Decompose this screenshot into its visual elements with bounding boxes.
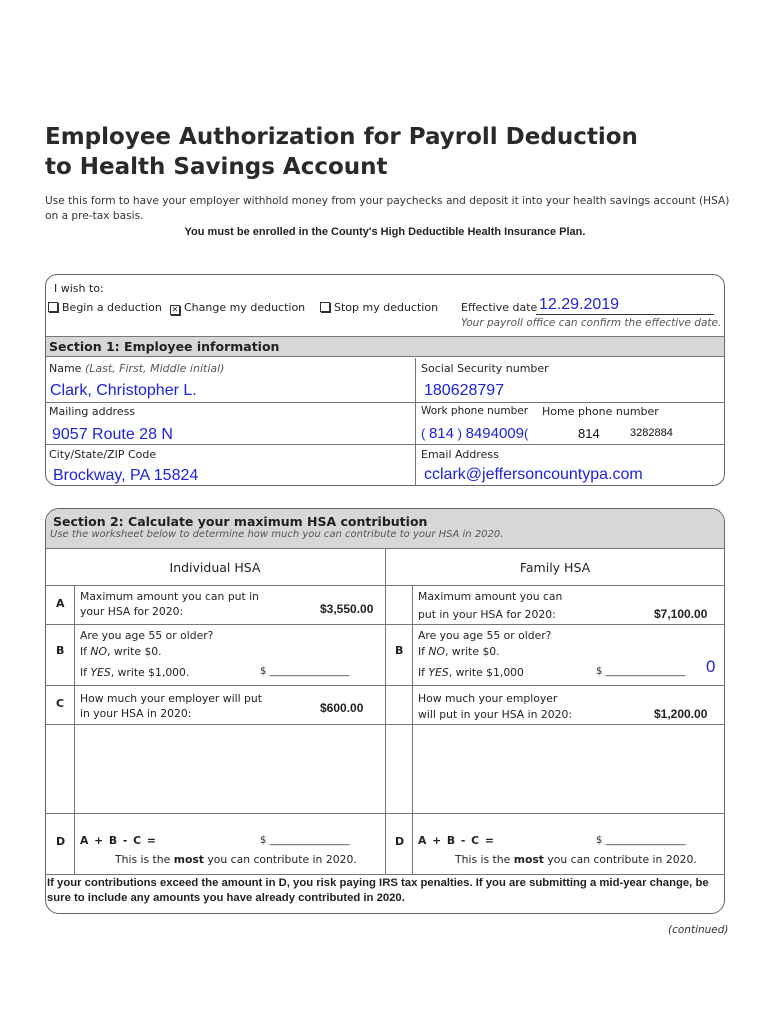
- b-ind-post: , write $0.: [107, 645, 162, 658]
- row-a-letter: A: [56, 597, 65, 610]
- option-stop-deduction[interactable]: [320, 301, 438, 314]
- effective-date-line: [536, 314, 714, 315]
- effective-date-label: Effective date: [461, 301, 538, 314]
- work-phone-label: Work phone number: [421, 405, 529, 417]
- home-phone-label: Home phone number: [542, 405, 659, 418]
- change-label: Change my deduction: [184, 301, 306, 314]
- begin-checkbox[interactable]: [48, 302, 58, 312]
- row-line-1: [46, 402, 724, 403]
- change-checkbox[interactable]: ✕: [171, 305, 179, 314]
- home-open-paren: (: [524, 426, 529, 441]
- row-b-letter: B: [56, 644, 65, 657]
- table-line-c: [46, 724, 724, 725]
- row-d-family-formula: A + B - C =: [418, 834, 495, 847]
- email-field[interactable]: cclark@jeffersoncountypa.com: [424, 466, 643, 483]
- row-c-individual-amount[interactable]: $600.00: [320, 701, 364, 715]
- b-fam3-pre: If: [418, 666, 429, 679]
- work-open-paren: (: [421, 426, 426, 441]
- begin-label: Begin a deduction: [62, 301, 162, 314]
- row-b-family-text-1: Are you age 55 or older?: [418, 629, 552, 642]
- table-line-gap: [46, 813, 724, 814]
- b-ind3-post: , write $1,000.: [110, 666, 190, 679]
- individual-letter-divider: [74, 585, 75, 874]
- row-a-individual-amount[interactable]: $3,550.00: [320, 602, 374, 616]
- b-fam-pre: If: [418, 645, 429, 658]
- b-ind-no: NO: [90, 645, 107, 658]
- row-b-family-blank[interactable]: $ ________________: [596, 666, 686, 677]
- effective-date-note: Your payroll office can confirm the effective date.: [461, 317, 722, 329]
- d-fam-note-pre: This is the: [455, 853, 514, 866]
- row-d-individual-formula: A + B - C =: [80, 834, 157, 847]
- b-fam3-yes: YES: [428, 666, 449, 679]
- wish-label: I wish to:: [54, 282, 104, 295]
- home-area-code[interactable]: 814: [578, 426, 600, 441]
- address-field[interactable]: 9057 Route 28 N: [52, 426, 173, 443]
- row-c-family-text-2: will put in your HSA in 2020:: [418, 708, 572, 721]
- section1-divider: [415, 358, 416, 486]
- name-label: [49, 362, 224, 375]
- row-line-2: [46, 444, 724, 445]
- row-a-individual-text: Maximum amount you can put in your HSA for 2020:: [80, 590, 260, 618]
- b-ind3-pre: If: [80, 666, 91, 679]
- row-d-individual-note: [115, 852, 357, 867]
- row-d-family-blank[interactable]: $ ________________: [596, 835, 686, 846]
- b-fam-post: , write $0.: [445, 645, 500, 658]
- b-ind-pre: If: [80, 645, 91, 658]
- row-a-family-text-2: put in your HSA for 2020:: [418, 608, 556, 621]
- d-ind-note-pre: This is the: [115, 853, 174, 866]
- stop-label: Stop my deduction: [334, 301, 439, 314]
- d-ind-note-most: most: [173, 853, 204, 866]
- section2-subtitle: Use the worksheet below to determine how much you can contribute to your HSA in 2020.: [50, 529, 504, 540]
- work-phone-field[interactable]: [421, 425, 528, 442]
- ssn-field[interactable]: 180628797: [424, 382, 505, 399]
- penalty-warning: If your contributions exceed the amount in D, you risk paying IRS tax penalties. If you are submitting a mid-year change, be sure to include any amounts you have already contributed in 2020.: [47, 877, 709, 904]
- city-label: City/State/ZIP Code: [49, 448, 157, 461]
- d-ind-note-post: you can contribute in 2020.: [203, 853, 357, 866]
- option-change-deduction[interactable]: [170, 301, 305, 315]
- row-c-family-text-1: How much your employer: [418, 692, 558, 705]
- home-number[interactable]: 3282884: [630, 427, 673, 439]
- section1-title: Section 1: Employee information: [49, 339, 280, 354]
- work-close-paren: ): [457, 426, 462, 441]
- table-line-a: [46, 624, 724, 625]
- continued-label: (continued): [668, 924, 729, 936]
- intro-text: Use this form to have your employer withhold money from your paychecks and deposit it into your health savings account (HSA) on a pre-tax basis.: [45, 195, 730, 222]
- work-area-code: 814: [428, 425, 454, 442]
- option-begin-deduction[interactable]: [48, 301, 162, 314]
- effective-date-field[interactable]: 12.29.2019: [539, 296, 620, 313]
- stop-checkbox[interactable]: [320, 302, 330, 312]
- row-c-individual-text: How much your employer will put in your HSA in 2020:: [80, 692, 262, 720]
- row-b-family-text-2: [418, 644, 500, 659]
- row-c-letter: C: [56, 697, 65, 710]
- row-b-individual-text-1: Are you age 55 or older?: [80, 629, 214, 642]
- row-b-family-letter: B: [395, 644, 404, 657]
- row-a-family-text-1: Maximum amount you can: [418, 590, 563, 603]
- row-b-family-value[interactable]: 0: [706, 657, 716, 676]
- enrollment-notice: You must be enrolled in the County's High Deductible Health Insurance Plan.: [184, 226, 586, 238]
- individual-header: Individual HSA: [169, 560, 261, 575]
- row-d-letter: D: [56, 835, 66, 848]
- city-field[interactable]: Brockway, PA 15824: [53, 467, 199, 484]
- work-number: 8494009: [465, 425, 524, 442]
- family-header: Family HSA: [519, 560, 591, 575]
- table-line-b: [46, 685, 724, 686]
- row-d-family-note: [455, 852, 697, 867]
- email-label: Email Address: [421, 448, 499, 461]
- section2-title: Section 2: Calculate your maximum HSA contribution: [53, 514, 428, 529]
- row-b-individual-text-2: [80, 644, 162, 659]
- ssn-label: Social Security number: [421, 362, 549, 375]
- name-field[interactable]: Clark, Christopher L.: [50, 382, 197, 399]
- row-d-family-letter: D: [395, 835, 405, 848]
- address-label: Mailing address: [49, 405, 136, 418]
- name-hint: (Last, First, Middle initial): [84, 362, 225, 375]
- row-b-individual-text-3: [80, 665, 189, 680]
- row-b-family-text-3: [418, 665, 524, 680]
- table-line-d: [46, 874, 724, 875]
- b-ind3-yes: YES: [90, 666, 111, 679]
- row-d-individual-blank[interactable]: $ ________________: [260, 835, 350, 846]
- table-line-header: [46, 585, 724, 586]
- table-center-divider: [385, 549, 386, 874]
- row-b-individual-blank[interactable]: $ ________________: [260, 666, 350, 677]
- d-fam-note-post: you can contribute in 2020.: [543, 853, 697, 866]
- row-c-family-amount[interactable]: $1,200.00: [654, 707, 708, 721]
- family-letter-divider: [412, 585, 413, 874]
- form-title: [45, 122, 665, 182]
- b-fam3-post: , write $1,000: [448, 666, 524, 679]
- title-line-1: Employee Authorization for Payroll Deduction: [45, 124, 638, 150]
- b-fam-no: NO: [428, 645, 445, 658]
- d-fam-note-most: most: [513, 853, 544, 866]
- title-line-2: to Health Savings Account: [45, 154, 388, 180]
- row-a-family-amount[interactable]: $7,100.00: [654, 607, 708, 621]
- name-label-text: Name: [49, 362, 82, 375]
